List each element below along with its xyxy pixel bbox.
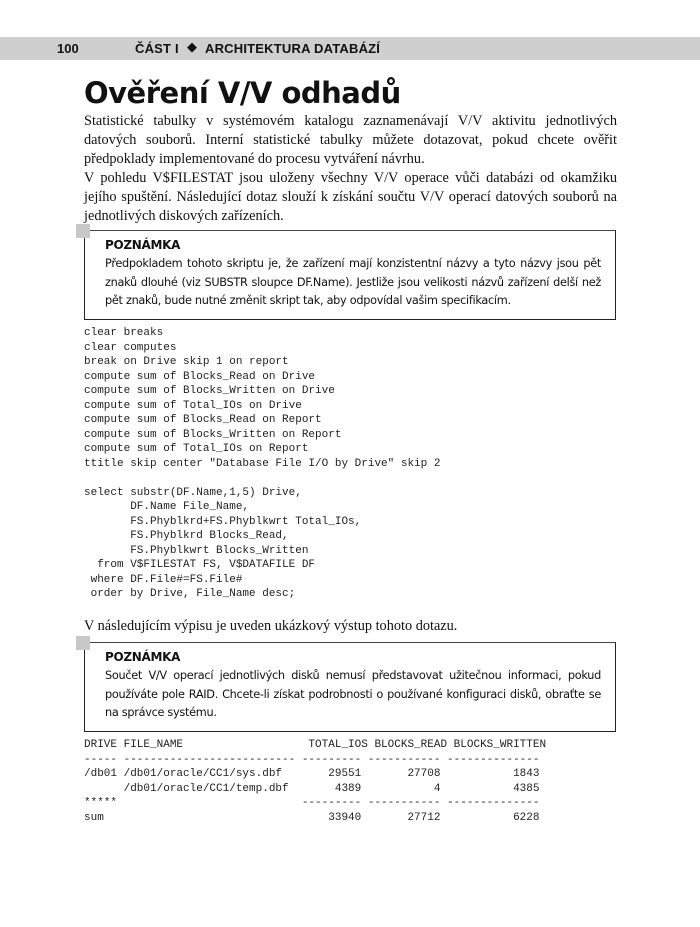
paragraph-output-intro: V následujícím výpisu je uveden ukázkový výstup tohoto dotazu. [84,618,458,634]
note-text: Předpokladem tohoto skriptu je, že zařízení mají konzistentní názvy a tyto názvy jsou pět znaků dlouhé (viz SUBSTR sloupce DF.Name). Jestliže jsou velikosti názvů zařízení delší než pět znaků, bude nutné změnit skript tak, aby odpovídal vašim specifikacím. [105,257,601,307]
note-text: Součet V/V operací jednotlivých disků nemusí představovat užitečnou informaci, pokud používáte pole RAID. Chcete-li získat podrobnosti o používané konfiguraci disků, obraťte se na správce systému. [105,669,601,719]
diamond-separator-icon: ◆ [187,40,197,55]
note-title: POZNÁMKA [105,650,181,664]
note-title: POZNÁMKA [105,238,181,252]
sql-code-listing: clear breaks clear computes break on Drive skip 1 on report compute sum of Blocks_Read on Drive compute sum of Blocks_Written on Drive compute sum of Total_IOs on Drive compute sum of Blocks_Read on Report compute sum of Blocks_Written on Report compute sum of Total_IOs on Report ttitle skip center "Database File I/O by Drive" skip 2 select substr(DF.Name,1,5) Drive, DF.Name File_Name, FS.Phyblkrd+FS.Phyblkwrt Total_IOs, FS.Phyblkrd Blocks_Read, FS.Phyblkwrt Blocks_Written from V$FILESTAT FS, V$DATAFILE DF where DF.File#=FS.File# order by Drive, File_Name desc; [84,327,441,600]
note-box [84,642,616,732]
paragraph-intro: Statistické tabulky v systémovém katalogu zaznamenávají V/V aktivitu jednotlivých datových souborů. Interní statistické tabulky můžete dotazovat, pokud chcete ověřit předpoklady implementované do procesu vytváření návrhu. [84,113,617,167]
query-output-listing: DRIVE FILE_NAME TOTAL_IOS BLOCKS_READ BLOCKS_WRITTEN ----- -------------------------- --------- ----------- -------------- /db01 /db01/oracle/CC1/sys.dbf 29551 27708 1843 /db01/oracle/CC1/temp.dbf 4389 4 4385 ***** --------- ----------- -------------- sum 33940 27712 6228 [84,739,547,824]
running-header [0,37,700,60]
section-title: Ověření V/V odhadů [84,76,401,110]
part-label: ČÁST I [135,41,179,56]
paragraph-filestat: V pohledu V$FILESTAT jsou uloženy všechny V/V operace vůči databázi od okamžiku jejího spuštění. Následující dotaz slouží k získání součtu V/V operací datových souborů na jednotlivých diskových zařízeních. [84,170,617,224]
note-box [84,230,616,320]
note-marker-icon [76,224,90,238]
page-number: 100 [57,41,79,56]
chapter-title: ARCHITEKTURA DATABÁZÍ [205,41,381,56]
note-marker-icon [76,636,90,650]
